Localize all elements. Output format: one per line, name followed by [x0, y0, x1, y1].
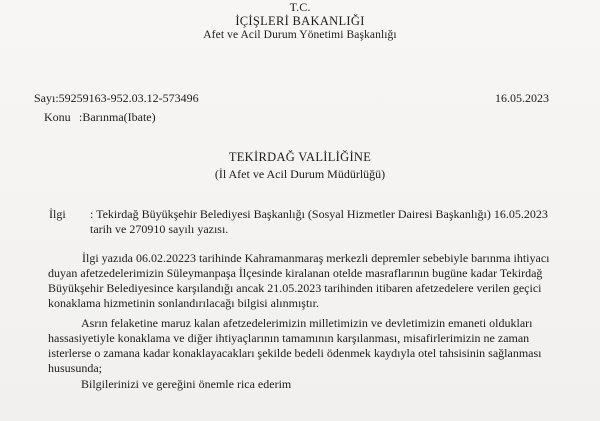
paragraph-2-line: isterlerse o zamana kadar konaklayacakları şekilde bedeli ödenmek kaydıyla otel tahsisinin sağlanması	[48, 346, 542, 360]
paragraph-1-line: duyan afetzedelerimizin Süleymanpaşa İlçesinde kiralanan otelde masraflarının bugüne kadar Tekirdağ	[48, 266, 543, 280]
reference-line: : Tekirdağ Büyükşehir Belediyesi Başkanlığı (Sosyal Hizmetler Dairesi Başkanlığı) 16.05.2023	[90, 207, 548, 221]
reference-line: tarih ve 270910 sayılı yazısı.	[90, 222, 229, 236]
paragraph-1-line: Büyükşehir Belediyesince karşılandığı ancak 21.05.2023 tarihinden itibaren afetzedelere verilen geçici	[48, 281, 542, 295]
document-number: Sayı:59259163-952.03.12-573496	[34, 91, 199, 105]
header-ministry: İÇİŞLERİ BAKANLIĞI	[235, 14, 365, 28]
paragraph-2-line: Asrın felaketine maruz kalan afetzedelerimizin milletimizin ve devletimizin emaneti oldukları	[81, 316, 533, 330]
paragraph-2-line: hususunda;	[48, 361, 102, 375]
addressee-subtitle: (İl Afet ve Acil Durum Müdürlüğü)	[214, 167, 386, 181]
paragraph-2-line: hassasiyetiyle konaklama ve diğer ihtiyaçlarının tamamının karşılanması, misafirlerimizin ne zaman	[48, 331, 530, 345]
paragraph-1-line: konaklama hizmetinin sonlandırılacağı bilgisi alınmıştır.	[48, 296, 319, 310]
subject-label: Konu	[44, 110, 71, 124]
header-department: Afet ve Acil Durum Yönetimi Başkanlığı	[203, 29, 397, 41]
closing-line: Bilgilerinizi ve gereğini önemle rica ederim	[81, 377, 292, 391]
header-tc: T.C.	[289, 0, 311, 14]
subject-value: :Barınma(Ibate)	[79, 110, 156, 124]
addressee-title: TEKİRDAĞ VALİLİĞİNE	[228, 150, 372, 164]
document-date: 16.05.2023	[495, 91, 549, 105]
paragraph-1-line: İlgi yazıda 06.02.20223 tarihinde Kahramanmaraş merkezli depremler sebebiyle barınma ihtiyacı	[82, 251, 550, 265]
reference-label: İlgi	[49, 207, 66, 221]
